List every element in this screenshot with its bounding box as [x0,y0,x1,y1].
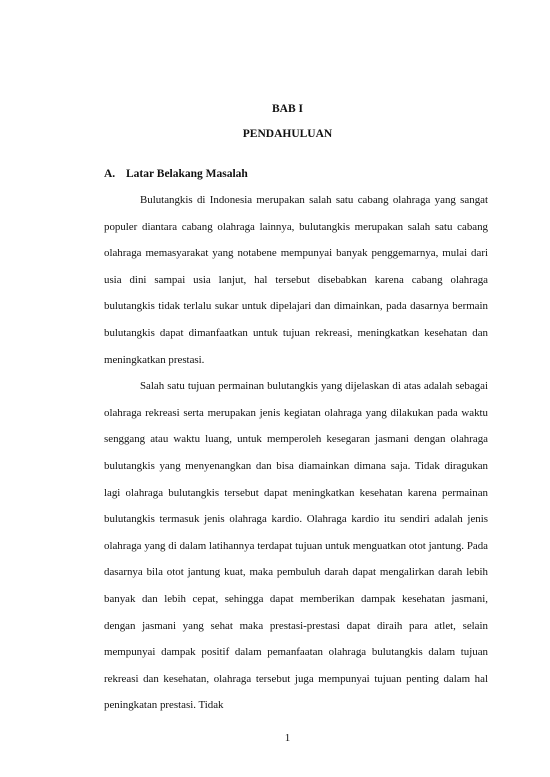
body-text [104,187,488,719]
section-title: Latar Belakang Masalah [126,168,248,180]
section-heading [104,168,248,180]
paragraph: Salah satu tujuan permainan bulutangkis yang dijelaskan di atas adalah sebagai olahraga rekreasi serta merupakan jenis kegiatan olahraga yang dilakukan pada waktu senggang atau waktu luang, untuk memperoleh kesegaran jasmani dengan olahraga bulutangkis yang menyenangkan dan bisa diamainkan dimana saja. Tidak diragukan lagi olahraga bulutangkis tersebut dapat meningkatkan kesehatan karena permainan bulutangkis termasuk jenis olahraga kardio. Olahraga kardio itu sendiri adalah jenis olahraga yang di dalam latihannya terdapat tujuan untuk menguatkan otot jantung. Pada dasarnya bila otot jantung kuat, maka pembuluh darah dapat mengalirkan darah lebih banyak dan lebih cepat, sehingga dapat memberikan dampak kesehatan jasmani, dengan jasmani yang sehat maka prestasi-prestasi dapat diraih para atlet, selain mempunyai dampak positif dalam pemanfaatan olahraga bulutangkis dalam tujuan rekreasi dan kesehatan, olahraga tersebut juga mempunyai tujuan penting dalam hal peningkatan prestasi. Tidak [104,380,488,712]
page-number: 1 [284,732,291,744]
chapter-label: BAB I [272,103,303,115]
chapter-title: PENDAHULUAN [242,128,333,140]
section-number: A. [104,168,116,180]
paragraph: Bulutangkis di Indonesia merupakan salah satu cabang olahraga yang sangat populer diantara cabang olahraga lainnya, bulutangkis merupakan salah satu cabang olahraga memasyarakat yang notabene mempunyai banyak penggemarnya, mulai dari usia dini sampai usia lanjut, hal tersebut disebabkan karena cabang olahraga bulutangkis tidak terlalu sukar untuk dipelajari dan dimainkan, pada dasarnya bermain bulutangkis dapat dimanfaatkan untuk tujuan rekreasi, meningkatkan kesehatan dan meningkatkan prestasi. [104,194,488,366]
